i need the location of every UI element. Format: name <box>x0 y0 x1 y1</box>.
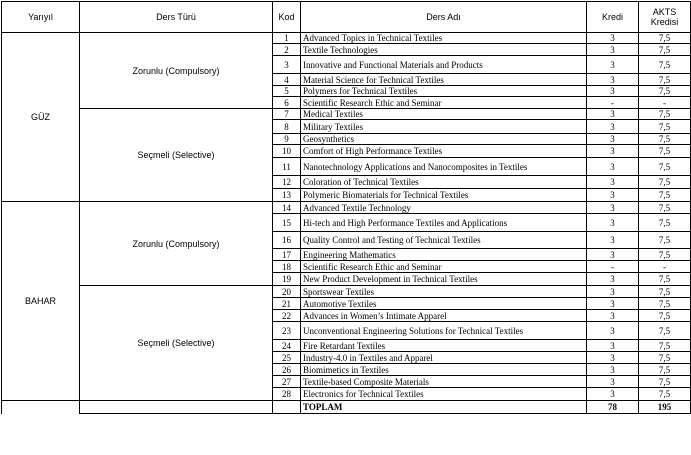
total-credit: 78 <box>587 401 639 414</box>
semester-cell: GÜZ <box>2 33 80 202</box>
course-name: Medical Textiles <box>301 109 587 120</box>
course-code: 25 <box>273 352 301 364</box>
course-ects: 7,5 <box>639 376 691 388</box>
curriculum-table <box>1 1 691 414</box>
course-credit: 3 <box>587 388 639 401</box>
course-code: 9 <box>273 134 301 145</box>
course-name: Engineering Mathematics <box>301 249 587 261</box>
total-empty-type <box>80 401 273 414</box>
course-credit: 3 <box>587 340 639 352</box>
course-name: Material Science for Technical Textiles <box>301 74 587 86</box>
course-name: Nanotechnology Applications and Nanocomposites in Textiles <box>301 158 587 176</box>
header-course-type: Ders Türü <box>80 2 273 33</box>
header-ects <box>639 2 691 33</box>
course-code: 26 <box>273 364 301 376</box>
course-ects: 7,5 <box>639 120 691 134</box>
course-name: Geosynthetics <box>301 134 587 145</box>
header-row <box>2 2 691 33</box>
course-ects: 7,5 <box>639 286 691 298</box>
course-name: Advanced Textile Technology <box>301 202 587 214</box>
course-name: Textile-based Composite Materials <box>301 376 587 388</box>
course-name: New Product Development in Technical Textiles <box>301 273 587 286</box>
course-ects: 7,5 <box>639 145 691 158</box>
course-type-cell: Zorunlu (Compulsory) <box>80 33 273 109</box>
course-ects: 7,5 <box>639 214 691 232</box>
course-type-cell: Seçmeli (Selective) <box>80 286 273 401</box>
course-ects: 7,5 <box>639 74 691 86</box>
table-row <box>2 202 691 214</box>
course-code: 11 <box>273 158 301 176</box>
course-ects: 7,5 <box>639 86 691 97</box>
course-ects: 7,5 <box>639 352 691 364</box>
total-label: TOPLAM <box>301 401 587 414</box>
course-credit: 3 <box>587 158 639 176</box>
course-credit: 3 <box>587 322 639 340</box>
course-name: Electronics for Technical Textiles <box>301 388 587 401</box>
course-type-cell: Zorunlu (Compulsory) <box>80 202 273 286</box>
course-ects: 7,5 <box>639 310 691 322</box>
course-credit: 3 <box>587 364 639 376</box>
course-credit: 3 <box>587 298 639 310</box>
course-credit: 3 <box>587 310 639 322</box>
course-name: Coloration of Technical Textiles <box>301 176 587 189</box>
course-name: Fire Retardant Textiles <box>301 340 587 352</box>
course-ects: 7,5 <box>639 364 691 376</box>
course-ects: 7,5 <box>639 33 691 44</box>
course-code: 23 <box>273 322 301 340</box>
course-credit: 3 <box>587 176 639 189</box>
course-credit: 3 <box>587 145 639 158</box>
course-code: 3 <box>273 56 301 74</box>
course-code: 18 <box>273 261 301 273</box>
course-code: 20 <box>273 286 301 298</box>
course-ects: 7,5 <box>639 44 691 56</box>
header-ects-line2: Kredisi <box>650 17 679 27</box>
course-code: 21 <box>273 298 301 310</box>
table-body <box>2 33 691 414</box>
course-credit: - <box>587 97 639 109</box>
course-credit: 3 <box>587 33 639 44</box>
course-ects: - <box>639 97 691 109</box>
course-credit: 3 <box>587 120 639 134</box>
course-credit: 3 <box>587 202 639 214</box>
course-code: 17 <box>273 249 301 261</box>
course-name: Sportswear Textiles <box>301 286 587 298</box>
course-code: 8 <box>273 120 301 134</box>
course-credit: 3 <box>587 232 639 249</box>
header-code: Kod <box>273 2 301 33</box>
course-name: Biomimetics in Textiles <box>301 364 587 376</box>
course-credit: 3 <box>587 352 639 364</box>
course-credit: 3 <box>587 109 639 120</box>
course-code: 12 <box>273 176 301 189</box>
course-name: Automotive Textiles <box>301 298 587 310</box>
course-ects: 7,5 <box>639 189 691 202</box>
course-type-cell: Seçmeli (Selective) <box>80 109 273 202</box>
course-ects: 7,5 <box>639 273 691 286</box>
course-name: Unconventional Engineering Solutions for Technical Textiles <box>301 322 587 340</box>
course-credit: 3 <box>587 134 639 145</box>
header-ects-line1: AKTS <box>652 7 677 17</box>
course-ects: 7,5 <box>639 134 691 145</box>
course-code: 15 <box>273 214 301 232</box>
total-empty-semester <box>2 401 80 414</box>
course-credit: 3 <box>587 189 639 202</box>
course-name: Polymeric Biomaterials for Technical Textiles <box>301 189 587 202</box>
course-credit: 3 <box>587 56 639 74</box>
semester-cell: BAHAR <box>2 202 80 401</box>
course-code: 19 <box>273 273 301 286</box>
course-name: Polymers for Technical Textiles <box>301 86 587 97</box>
total-empty-code <box>273 401 301 414</box>
total-row <box>2 401 691 414</box>
course-name: Hi-tech and High Performance Textiles and Applications <box>301 214 587 232</box>
course-code: 27 <box>273 376 301 388</box>
course-credit: 3 <box>587 376 639 388</box>
course-credit: 3 <box>587 214 639 232</box>
course-ects: 7,5 <box>639 388 691 401</box>
course-code: 6 <box>273 97 301 109</box>
course-code: 22 <box>273 310 301 322</box>
course-ects: 7,5 <box>639 109 691 120</box>
course-code: 7 <box>273 109 301 120</box>
course-ects: 7,5 <box>639 176 691 189</box>
course-name: Scientific Research Ethic and Seminar <box>301 261 587 273</box>
table-row <box>2 109 691 120</box>
table-row <box>2 33 691 44</box>
header-course-name: Ders Adı <box>301 2 587 33</box>
course-code: 4 <box>273 74 301 86</box>
course-ects: 7,5 <box>639 298 691 310</box>
course-ects: 7,5 <box>639 322 691 340</box>
course-code: 14 <box>273 202 301 214</box>
course-credit: 3 <box>587 86 639 97</box>
table-row <box>2 286 691 298</box>
course-code: 24 <box>273 340 301 352</box>
course-code: 13 <box>273 189 301 202</box>
course-ects: 7,5 <box>639 232 691 249</box>
course-name: Comfort of High Performance Textiles <box>301 145 587 158</box>
course-ects: 7,5 <box>639 202 691 214</box>
header-credit: Kredi <box>587 2 639 33</box>
course-code: 28 <box>273 388 301 401</box>
course-name: Military Textiles <box>301 120 587 134</box>
course-ects: 7,5 <box>639 340 691 352</box>
course-ects: 7,5 <box>639 56 691 74</box>
course-name: Advanced Topics in Technical Textiles <box>301 33 587 44</box>
course-name: Textile Technologies <box>301 44 587 56</box>
course-code: 5 <box>273 86 301 97</box>
course-ects: - <box>639 261 691 273</box>
course-credit: - <box>587 261 639 273</box>
course-code: 1 <box>273 33 301 44</box>
course-credit: 3 <box>587 273 639 286</box>
course-credit: 3 <box>587 44 639 56</box>
course-code: 16 <box>273 232 301 249</box>
course-name: Industry-4.0 in Textiles and Apparel <box>301 352 587 364</box>
course-ects: 7,5 <box>639 158 691 176</box>
course-credit: 3 <box>587 74 639 86</box>
course-code: 10 <box>273 145 301 158</box>
course-name: Innovative and Functional Materials and Products <box>301 56 587 74</box>
course-name: Quality Control and Testing of Technical Textiles <box>301 232 587 249</box>
course-name: Scientific Research Ethic and Seminar <box>301 97 587 109</box>
course-credit: 3 <box>587 286 639 298</box>
course-code: 2 <box>273 44 301 56</box>
course-name: Advances in Women’s Intimate Apparel <box>301 310 587 322</box>
course-credit: 3 <box>587 249 639 261</box>
header-semester: Yarıyıl <box>2 2 80 33</box>
course-ects: 7,5 <box>639 249 691 261</box>
total-ects: 195 <box>639 401 691 414</box>
